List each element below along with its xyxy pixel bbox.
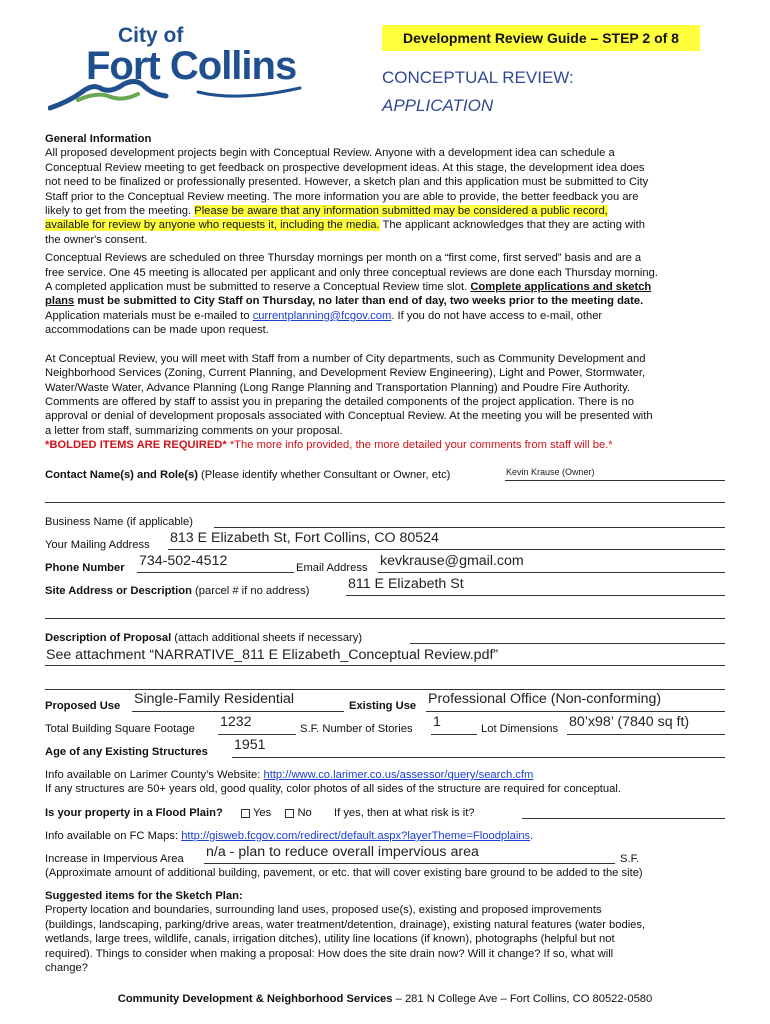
sketch-line: required). Things to consider when making a proposal: How does the site drain now? Will it change? If so, what will [45, 947, 614, 960]
public-record-highlight: Please be aware that any information submitted may be considered a public record, [194, 205, 608, 218]
phone-label: Phone Number [45, 562, 125, 574]
flood-risk-label: If yes, then at what risk is it? [334, 807, 475, 819]
p1-line [45, 218, 735, 232]
flood-label: Is your property in a Flood Plain? [45, 807, 223, 819]
city-logo [48, 22, 308, 122]
fcmaps-text: Info available on FC Maps: [45, 830, 182, 842]
existing-line [426, 711, 725, 712]
step-banner [382, 25, 700, 51]
required-notice [45, 438, 735, 452]
p2-line: Conceptual Reviews are scheduled on three Thursday mornings per month on a “first come, first served” basis and are a [45, 252, 642, 265]
larimer-info [45, 768, 533, 782]
imperv-note: (Approximate amount of additional building, pavement, or etc. that will cover existing bare ground to be added to the site) [45, 867, 643, 879]
imperv-line [204, 863, 615, 864]
general-info-heading: General Information [45, 133, 152, 145]
sketch-line: change? [45, 962, 88, 975]
email-line [378, 572, 725, 573]
flood-no-label: No [297, 807, 312, 819]
contact-label-bold: Contact Name(s) and Role(s) [45, 469, 198, 481]
sqft-label: Total Building Square Footage [45, 723, 195, 735]
email-label: Email Address [296, 562, 368, 574]
imperv-label: Increase in Impervious Area [45, 853, 184, 865]
site-line-2 [45, 618, 725, 619]
sketch-line: (buildings, landscaping, parking/drive areas, water treatment/detention, drainage), existing natural features (water bodies, [45, 918, 646, 931]
p2-bold-text: Complete applications and sketch [470, 281, 652, 294]
imperv-value[interactable]: n/a - plan to reduce overall impervious area [206, 844, 479, 860]
site-value[interactable]: 811 E Elizabeth St [348, 576, 464, 592]
p1-line: the owner's consent. [45, 233, 148, 246]
lot-line [567, 734, 725, 735]
sqft-line [218, 734, 296, 735]
p2-text: Application materials must be e-mailed to [45, 309, 253, 322]
flood-yes-label: Yes [253, 807, 272, 819]
fcmaps-link[interactable]: http://gisweb.fcgov.com/redirect/default.aspx?layerTheme=Floodplains [181, 830, 531, 842]
p3-line: a letter from staff, summarizing comments on your proposal. [45, 424, 343, 437]
desc-line-3 [45, 689, 725, 690]
contact-label [45, 468, 450, 482]
lot-value[interactable]: 80’x98’ (7840 sq ft) [569, 714, 690, 730]
mailing-value[interactable]: 813 E Elizabeth St, Fort Collins, CO 80524 [170, 530, 439, 546]
p1-line: not need to be finalized or professionally presented. However, a sketch plan and this application must be submitted to City [45, 176, 649, 189]
contact-value[interactable]: Kevin Krause (Owner) [506, 467, 595, 477]
fcmaps-info [45, 829, 533, 843]
p3-line: approval or denial of development proposals associated with Conceptual Review. At the meeting you will be presented with [45, 410, 653, 423]
p2-line: free service. One 45 meeting is allocated per applicant and only three conceptual reviews are done each Thursday morning. [45, 266, 658, 279]
logo-line1: City of [118, 24, 184, 47]
business-input[interactable] [214, 527, 725, 528]
sketch-heading: Suggested items for the Sketch Plan: [45, 890, 243, 902]
page-title: CONCEPTUAL REVIEW: [382, 68, 574, 87]
contact-label-rest: (Please identify whether Consultant or Owner, etc) [197, 469, 451, 481]
p2-line [45, 294, 735, 308]
sketch-section [45, 889, 735, 975]
existing-value[interactable]: Professional Office (Non-conforming) [428, 691, 662, 707]
larimer-text: Info available on Larimer County’s Website: [45, 769, 264, 781]
fcmaps-text-end: . [530, 830, 534, 842]
flood-no-checkbox[interactable] [285, 809, 294, 818]
desc-label-bold: Description of Proposal [45, 632, 172, 644]
business-label: Business Name (if applicable) [45, 516, 193, 528]
p2-text: . If you do not have access to e-mail, other [391, 309, 603, 322]
stories-line [431, 734, 477, 735]
logo-line2: Fort Collins [86, 44, 297, 88]
sketch-line: Property location and boundaries, surrounding land uses, proposed use(s), existing and proposed improvements [45, 904, 602, 917]
p2-line [45, 309, 735, 323]
p1-text: likely to get from the meeting. [45, 205, 195, 218]
age-label: Age of any Existing Structures [45, 746, 208, 758]
mailing-label: Your Mailing Address [45, 539, 150, 551]
p1-text: The applicant acknowledges that they are acting with [379, 219, 645, 232]
desc-value[interactable]: See attachment “NARRATIVE_811 E Elizabeth_Conceptual Review.pdf” [46, 647, 499, 663]
flood-yes-checkbox[interactable] [241, 809, 250, 818]
site-label-rest: (parcel # if no address) [191, 585, 310, 597]
larimer-link[interactable]: http://www.co.larimer.co.us/assessor/query/search.cfm [263, 769, 534, 781]
sketch-line: wetlands, large trees, wildlife, canals, irrigation ditches), utility line locations (if known), photographs (helpful but not [45, 933, 615, 946]
proposed-label: Proposed Use [45, 700, 121, 712]
imperv-unit: S.F. [620, 853, 640, 865]
flood-row [45, 806, 475, 820]
contact-line-2 [45, 502, 725, 503]
proposed-value[interactable]: Single-Family Residential [134, 691, 295, 707]
contact-line [505, 480, 725, 481]
required-bold: *BOLDED ITEMS ARE REQUIRED* [45, 439, 227, 452]
sqft-value[interactable]: 1232 [220, 714, 252, 730]
site-label [45, 584, 309, 598]
p3-line: Comments are offered by staff to assist you in preparing the detailed components of the project application. There is no [45, 395, 634, 408]
p1-line: Conceptual Review meeting to get feedback on prospective development ideas. At this stage, the development idea does [45, 161, 645, 174]
page-subtitle: APPLICATION [382, 96, 494, 115]
footer [0, 993, 770, 1005]
stories-label: S.F. Number of Stories [300, 723, 413, 735]
site-label-bold: Site Address or Description [45, 585, 192, 597]
desc-label [45, 631, 362, 645]
p3-line: Water/Waste Water, Advance Planning (Long Range Planning and Transportation Planning) and Poudre Fire Authority. [45, 381, 630, 394]
p1-line: All proposed development projects begin with Conceptual Review. Anyone with a development idea can schedule a [45, 147, 615, 160]
email-value[interactable]: kevkrause@gmail.com [380, 553, 524, 569]
p2-line: accommodations can be made upon request. [45, 324, 269, 337]
p2-bold-text: plans [45, 295, 75, 308]
p2-bold-text: must be submitted to City Staff on Thursday, no later than end of day, two weeks prior to the meeting date. [74, 295, 644, 308]
age-value[interactable]: 1951 [234, 737, 266, 753]
p3-line: Neighborhood Services (Zoning, Current Planning, and Development Review Engineering), Light and Power, Stormwater, [45, 367, 646, 380]
footer-dept: Community Development & Neighborhood Services [117, 993, 393, 1005]
age-line [232, 757, 725, 758]
stories-value[interactable]: 1 [433, 714, 441, 730]
site-line [346, 595, 725, 596]
p2-text: A completed application must be submitted to reserve a Conceptual Review time slot. [45, 281, 471, 294]
p3-line: At Conceptual Review, you will meet with Staff from a number of City departments, such as Community Development and [45, 352, 646, 365]
flood-risk-input[interactable] [522, 818, 725, 819]
p1-line [45, 204, 735, 218]
larimer-note: If any structures are 50+ years old, good quality, color photos of all sides of the structure are required for conceptual. [45, 783, 621, 795]
existing-label: Existing Use [349, 700, 417, 712]
footer-address: – 281 N College Ave – Fort Collins, CO 80522-0580 [392, 993, 653, 1005]
p2-line [45, 280, 735, 294]
mailing-line [168, 549, 725, 550]
desc-line [410, 643, 725, 644]
step-banner-text: Development Review Guide – STEP 2 of 8 [403, 30, 679, 46]
proposed-line [132, 711, 344, 712]
desc-line-2 [45, 665, 725, 666]
email-link[interactable]: currentplanning@fcgov.com [252, 309, 392, 322]
lot-label: Lot Dimensions [481, 723, 559, 735]
desc-label-rest: (attach additional sheets if necessary) [171, 632, 363, 644]
general-info-section [45, 132, 735, 453]
phone-value[interactable]: 734-502-4512 [139, 553, 228, 569]
required-rest: *The more info provided, the more detailed your comments from staff will be.* [226, 439, 613, 452]
p1-line: Staff prior to the Conceptual Review meeting. The more information you are able to provide, the better feedback you are [45, 190, 639, 203]
public-record-highlight-2: available for review by anyone who requests it, including the media. [45, 219, 380, 232]
phone-line [137, 572, 294, 573]
